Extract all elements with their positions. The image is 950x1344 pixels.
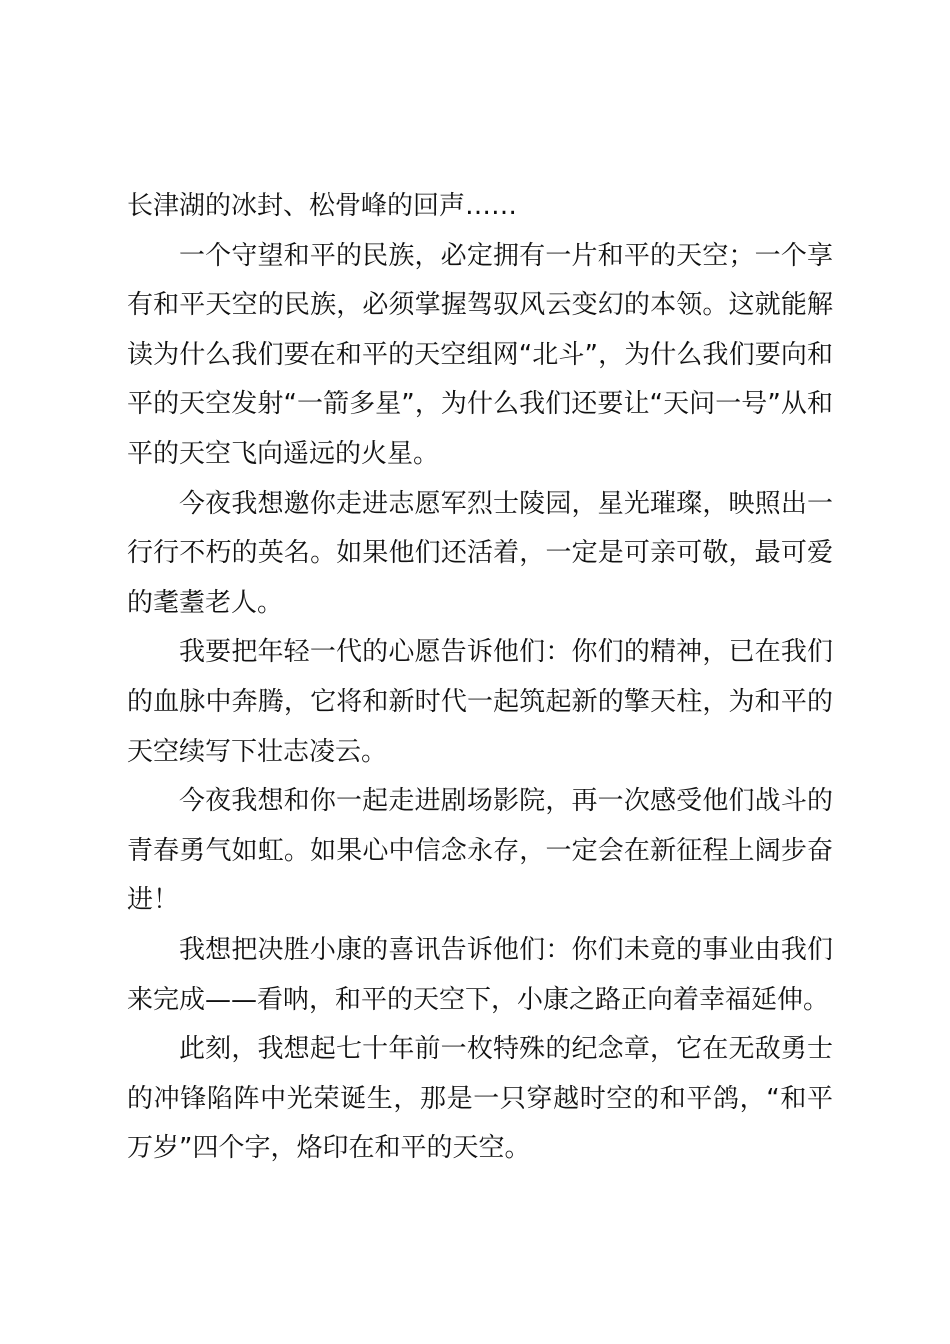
paragraph: 我想把决胜小康的喜讯告诉他们：你们未竟的事业由我们来完成——看呐，和平的天空下，小康之路正向着幸福延伸。 (127, 934, 833, 1015)
paragraph: 我要把年轻一代的心愿告诉他们：你们的精神，已在我们的血脉中奔腾，它将和新时代一起筑起新的擎天柱，为和平的天空续写下壮志凌云。 (127, 637, 833, 767)
paragraph: 一个守望和平的民族，必定拥有一片和平的天空；一个享有和平天空的民族，必须掌握驾驭风云变幻的本领。这就能解读为什么我们要在和平的天空组网“北斗”，为什么我们要向和平的天空发射“一箭多星”，为什么我们还要让“天问一号”从和平的天空飞向遥远的火星。 (127, 240, 833, 469)
paragraph-continuation: 长津湖的冰封、松骨峰的回声…… (127, 191, 518, 221)
document-body (127, 182, 833, 1174)
paragraph: 此刻，我想起七十年前一枚特殊的纪念章，它在无敌勇士的冲锋陷阵中光荣诞生，那是一只穿越时空的和平鸽，“和平万岁”四个字，烙印在和平的天空。 (127, 1034, 833, 1164)
paragraph: 今夜我想和你一起走进剧场影院，再一次感受他们战斗的青春勇气如虹。如果心中信念永存，一定会在新征程上阔步奋进！ (127, 786, 833, 916)
paragraph: 今夜我想邀你走进志愿军烈士陵园，星光璀璨，映照出一行行不朽的英名。如果他们还活着，一定是可亲可敬，最可爱的耄耋老人。 (127, 488, 833, 618)
